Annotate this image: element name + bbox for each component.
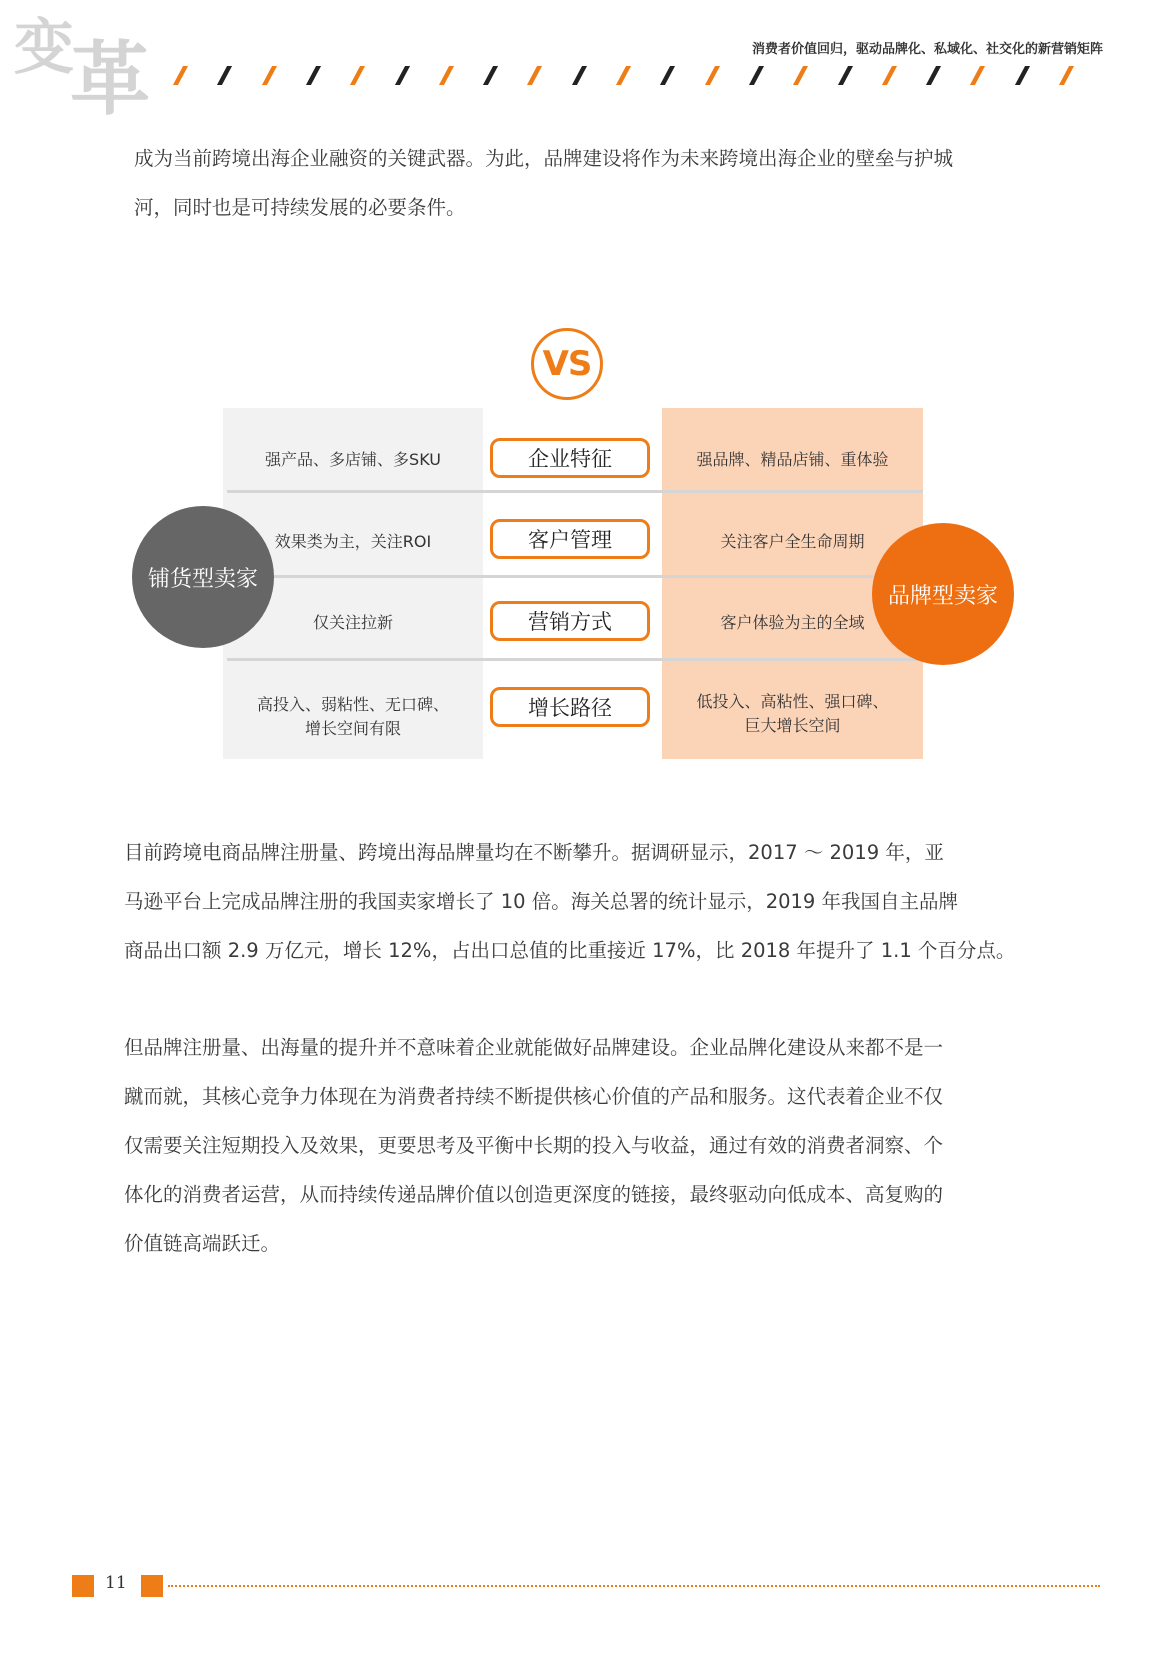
slash-mark — [749, 66, 764, 85]
slash-mark — [705, 66, 720, 85]
left-cell-feature — [223, 448, 483, 472]
slash-mark — [660, 66, 675, 85]
body-line: 仅需要关注短期投入及效果，更要思考及平衡中长期的投入与收益，通过有效的消费者洞察、个 — [124, 1134, 944, 1157]
slash-mark — [439, 66, 454, 85]
body-line: 蹴而就，其核心竞争力体现在为消费者持续不断提供核心价值的产品和服务。这代表着企业不仅 — [124, 1085, 944, 1108]
slash-mark — [483, 66, 498, 85]
left-cell-text: 仅关注拉新 — [312, 613, 393, 632]
right-cell-text: 关注客户全生命周期 — [720, 532, 865, 551]
page-marker-square — [141, 1575, 163, 1597]
slash-mark — [1059, 66, 1074, 85]
row-divider — [227, 658, 923, 661]
body-line: 体化的消费者运营，从而持续传递品牌价值以创造更深度的链接，最终驱动向低成本、高复购的 — [124, 1183, 944, 1206]
page-marker-square — [72, 1575, 94, 1597]
left-cell-text: 高投入、弱粘性、无口碑、 — [256, 695, 449, 714]
intro-line: 河，同时也是可持续发展的必要条件。 — [134, 196, 466, 219]
body-paragraph-1 — [124, 828, 1015, 975]
right-cell-feature — [662, 448, 923, 472]
slash-mark — [394, 66, 409, 85]
left-seller-circle: 铺货型卖家 — [132, 506, 274, 648]
body-line: 目前跨境电商品牌注册量、跨境出海品牌量均在不断攀升。据调研显示，2017 ～ 2019 年，亚 — [124, 841, 944, 864]
category-label-growth: 增长路径 — [490, 687, 650, 727]
intro-line: 成为当前跨境出海企业融资的关键武器。为此，品牌建设将作为未来跨境出海企业的壁垒与护城 — [134, 147, 954, 170]
left-cell-text: 强产品、多店铺、多SKU — [265, 450, 441, 469]
row-divider — [227, 575, 923, 578]
right-cell-text: 低投入、高粘性、强口碑、 — [696, 692, 889, 711]
vs-badge — [531, 328, 603, 400]
header-slash-decoration — [178, 66, 1108, 86]
slash-mark — [970, 66, 985, 85]
slash-mark — [527, 66, 542, 85]
page-number: 11 — [105, 1573, 127, 1593]
body-line: 商品出口额 2.9 万亿元，增长 12%，占出口总值的比重接近 17%，比 2018 年提升了 1.1 个百分点。 — [124, 939, 1016, 962]
slash-mark — [572, 66, 587, 85]
slash-mark — [173, 66, 188, 85]
right-cell-text: 强品牌、精品店铺、重体验 — [696, 450, 889, 469]
category-label-feature: 企业特征 — [490, 438, 650, 478]
footer-dotted-rule — [168, 1585, 1100, 1587]
header-logo — [14, 13, 164, 130]
right-cell-growth — [662, 690, 923, 738]
vs-label: VS — [542, 344, 592, 384]
category-label-marketing: 营销方式 — [490, 601, 650, 641]
right-seller-circle: 品牌型卖家 — [872, 523, 1014, 665]
header-tagline: 消费者价值回归，驱动品牌化、私域化、社交化的新营销矩阵 — [751, 42, 1103, 57]
slash-mark — [262, 66, 277, 85]
slash-mark — [616, 66, 631, 85]
body-line: 但品牌注册量、出海量的提升并不意味着企业就能做好品牌建设。企业品牌化建设从来都不是一 — [124, 1036, 944, 1059]
category-label-customer: 客户管理 — [490, 519, 650, 559]
slash-mark — [1015, 66, 1030, 85]
body-paragraph-2 — [124, 1023, 943, 1268]
body-line: 马逊平台上完成品牌注册的我国卖家增长了 10 倍。海关总署的统计显示，2019 年我国自主品牌 — [124, 890, 959, 913]
left-cell-text: 增长空间有限 — [304, 719, 401, 738]
left-cell-text: 效果类为主，关注ROI — [274, 532, 432, 551]
slash-mark — [793, 66, 808, 85]
slash-mark — [837, 66, 852, 85]
slash-mark — [217, 66, 232, 85]
logo-char-2: 革 — [70, 33, 150, 126]
right-cell-text: 客户体验为主的全域 — [720, 613, 865, 632]
slash-mark — [882, 66, 897, 85]
slash-mark — [306, 66, 321, 85]
body-line: 价值链高端跃迁。 — [124, 1232, 281, 1255]
slash-mark — [350, 66, 365, 85]
left-cell-growth — [223, 693, 483, 741]
logo-char-1: 变 — [14, 13, 72, 83]
slash-mark — [926, 66, 941, 85]
right-cell-text: 巨大增长空间 — [744, 716, 841, 735]
right-cell-customer — [662, 530, 923, 554]
row-divider — [227, 490, 923, 493]
intro-paragraph — [134, 134, 953, 232]
